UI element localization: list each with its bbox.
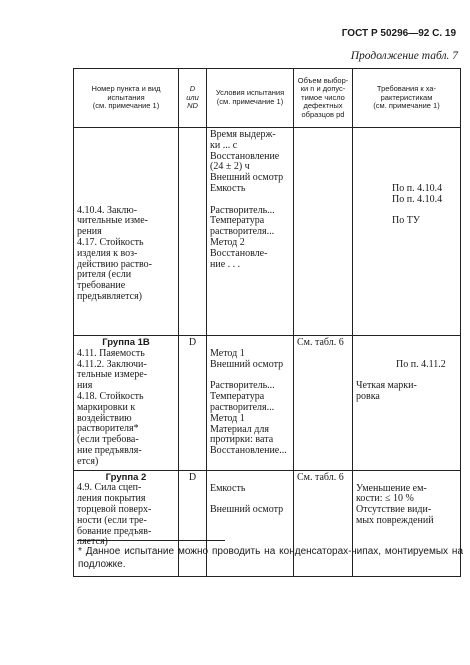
cell-requirements: Уменьшение ем- кости: ≤ 10 % Отсутствие види- мых повреждений: [353, 470, 461, 576]
page-header: ГОСТ Р 50296—92 С. 19: [341, 28, 456, 39]
cell-item: Группа 1B 4.11. Паяемость 4.11.2. Заключи- тельные измере- ния 4.18. Стойкость маркировки к воздействию растворителя* (если требова- ние предъявля- ется): [74, 336, 179, 471]
cell-d-nd: [179, 128, 207, 336]
group-title: Группа 1B: [102, 337, 150, 348]
cell-sample-volume: См. табл. 6: [294, 470, 353, 576]
cell-requirements: По п. 4.10.4 По п. 4.10.4 По ТУ: [353, 128, 461, 336]
footnote-divider: [77, 540, 225, 541]
table-continuation-label: Продолжение табл. 7: [350, 50, 458, 62]
cell-conditions: Метод 1 Внешний осмотр Растворитель... Температура растворителя... Метод 1 Материал для протирки: вата Восстановление...: [207, 336, 294, 471]
group-title: Группа 2: [105, 471, 147, 483]
cell-conditions: Емкость Внешний осмотр: [207, 470, 294, 576]
cell-d-nd: D: [179, 336, 207, 471]
test-requirements-table: [73, 68, 461, 577]
cell-item: Группа 2 4.9. Сила сцеп- ления покрытия торцевой поверх- ности (если тре- бование предъяв- ляется): [74, 470, 179, 576]
cell-requirements: По п. 4.11.2 Четкая марки- ровка: [353, 336, 461, 471]
column-header-item: Номер пункта и вид испытания (см. примечание 1): [74, 69, 179, 128]
column-header-requirements: Требования к ха- рактеристикам (см. примечание 1): [353, 69, 461, 128]
cell-sample-volume: См. табл. 6: [294, 336, 353, 471]
cell-d-nd: D: [179, 470, 207, 576]
cell-item: 4.10.4. Заклю- чительные изме- рения 4.17. Стойкость изделия к воз- действию раство- рителя (если требование предъявляется): [74, 128, 179, 336]
table-row: [74, 336, 461, 471]
cell-conditions: Время выдерж- ки ... с Восстановление (24 ± 2) ч Внешний осмотр Емкость Растворитель... Температура растворителя... Метод 2 Восстановле- ние . . .: [207, 128, 294, 336]
table-row: [74, 128, 461, 336]
table-header-row: [74, 69, 461, 128]
footnote: * Данное испытание можно проводить на конденсаторах-чипах, монтируемых на подложке.: [78, 546, 463, 570]
cell-sample-volume: [294, 128, 353, 336]
column-header-conditions: Условия испытания (см. примечание 1): [207, 69, 294, 128]
column-header-d-nd: D или ND: [179, 69, 207, 128]
column-header-sample-volume: Объем выбор- ки n и допус- тимое число дефектных образцов pd: [294, 69, 353, 128]
